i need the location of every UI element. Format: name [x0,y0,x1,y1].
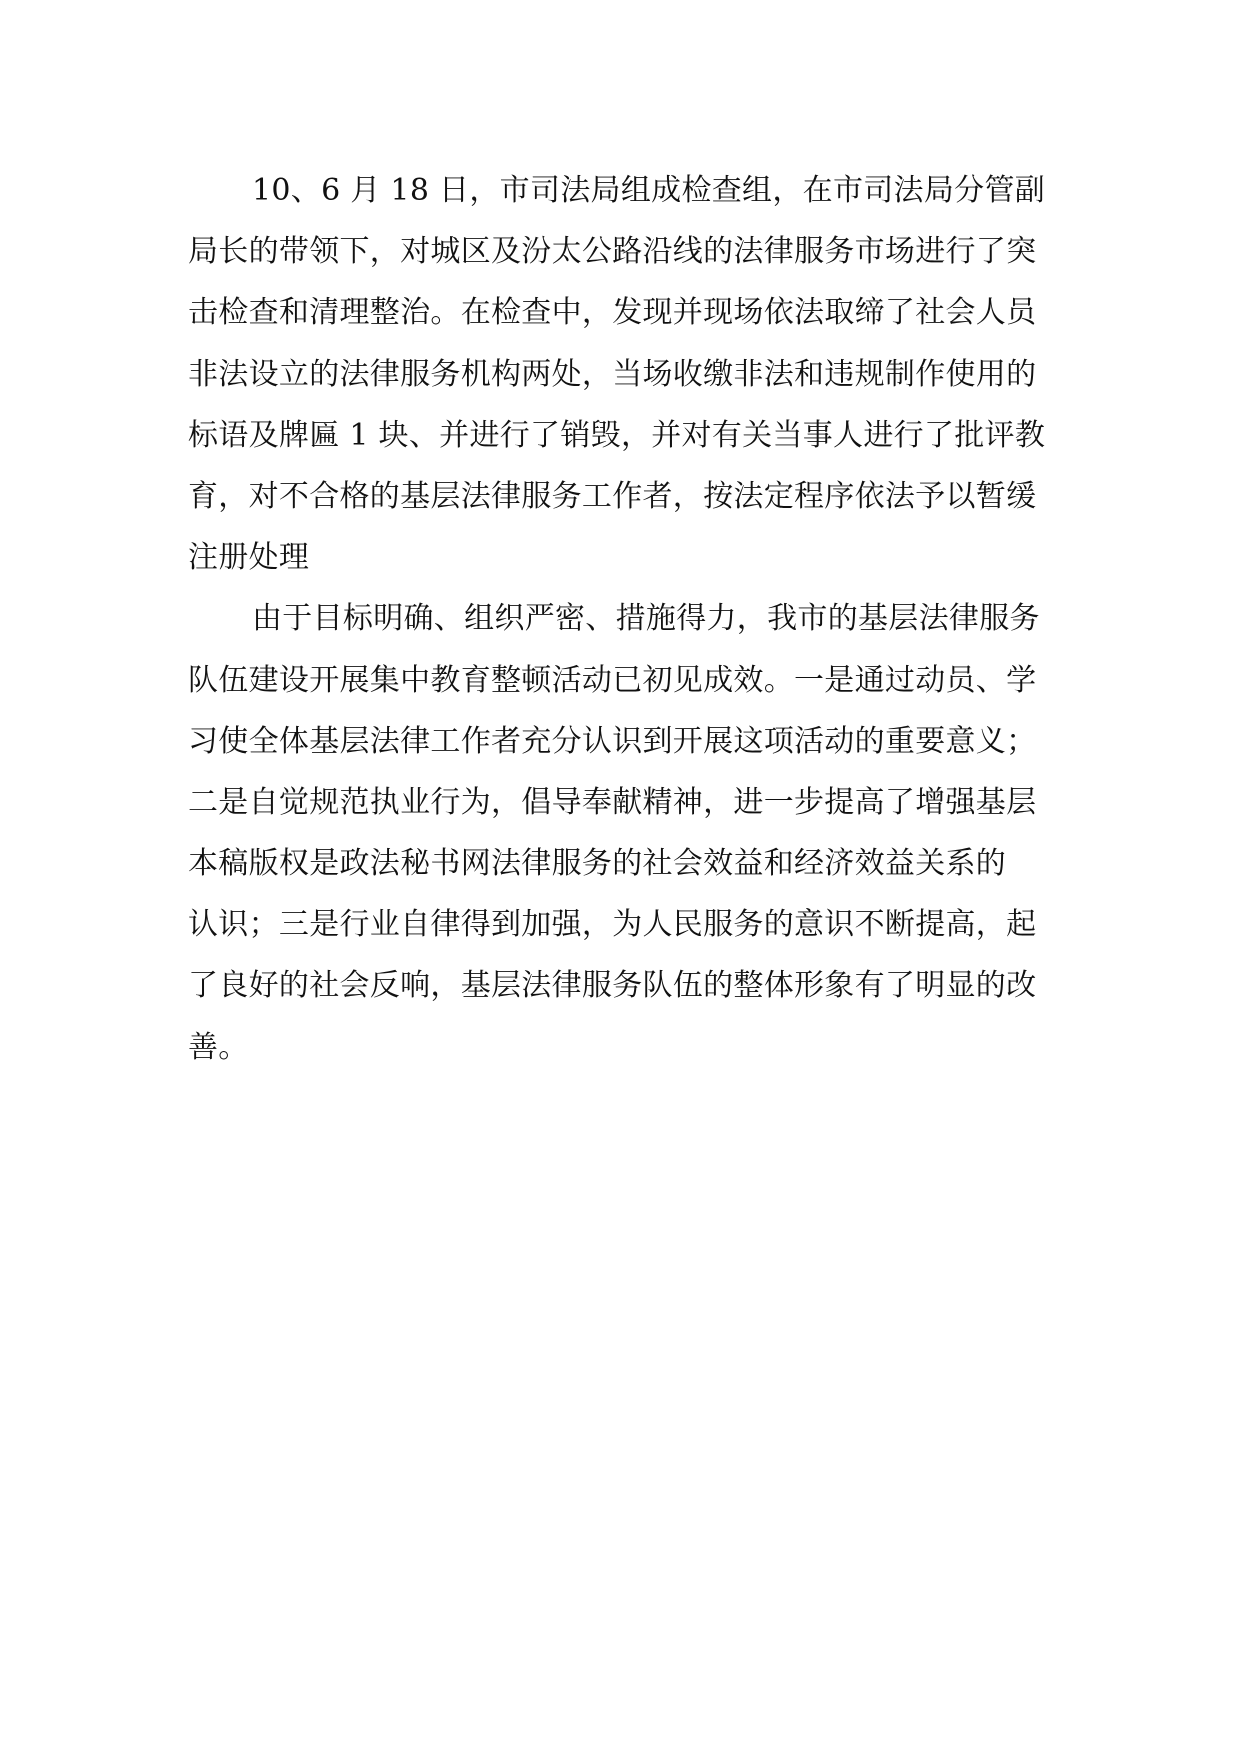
text-line: 击检查和清理整治。在检查中，发现并现场依法取缔了社会人员 [188,295,1037,331]
paragraph-results [188,588,1068,1078]
text-line: 注册处理 [188,540,310,576]
text-line: 10、6 月 18 日，市司法局组成检查组，在市司法局分管副 [252,173,1046,208]
text-line: 本稿版权是政法秘书网法律服务的社会效益和经济效益关系的 [188,846,1007,882]
text-line: 育，对不合格的基层法律服务工作者，按法定程序依法予以暂缓 [188,478,1037,514]
document-body [188,160,1068,1078]
paragraph-inspection [188,160,1068,588]
text-line: 由于目标明确、组织严密、措施得力，我市的基层法律服务 [252,601,1040,637]
text-line: 局长的带领下，对城区及汾太公路沿线的法律服务市场进行了突 [188,234,1037,270]
text-line: 习使全体基层法律工作者充分认识到开展这项活动的重要意义； [188,723,1037,759]
text-line: 认识；三是行业自律得到加强，为人民服务的意识不断提高，起 [188,907,1037,943]
text-line: 了良好的社会反响，基层法律服务队伍的整体形象有了明显的改 [188,968,1037,1004]
text-line: 善。 [188,1029,249,1065]
text-line: 标语及牌匾 1 块、并进行了销毁，并对有关当事人进行了批评教 [188,417,1046,453]
text-line: 非法设立的法律服务机构两处，当场收缴非法和违规制作使用的 [188,356,1037,392]
text-line: 队伍建设开展集中教育整顿活动已初见成效。一是通过动员、学 [188,662,1037,698]
text-line: 二是自觉规范执业行为，倡导奉献精神，进一步提高了增强基层 [188,784,1037,820]
